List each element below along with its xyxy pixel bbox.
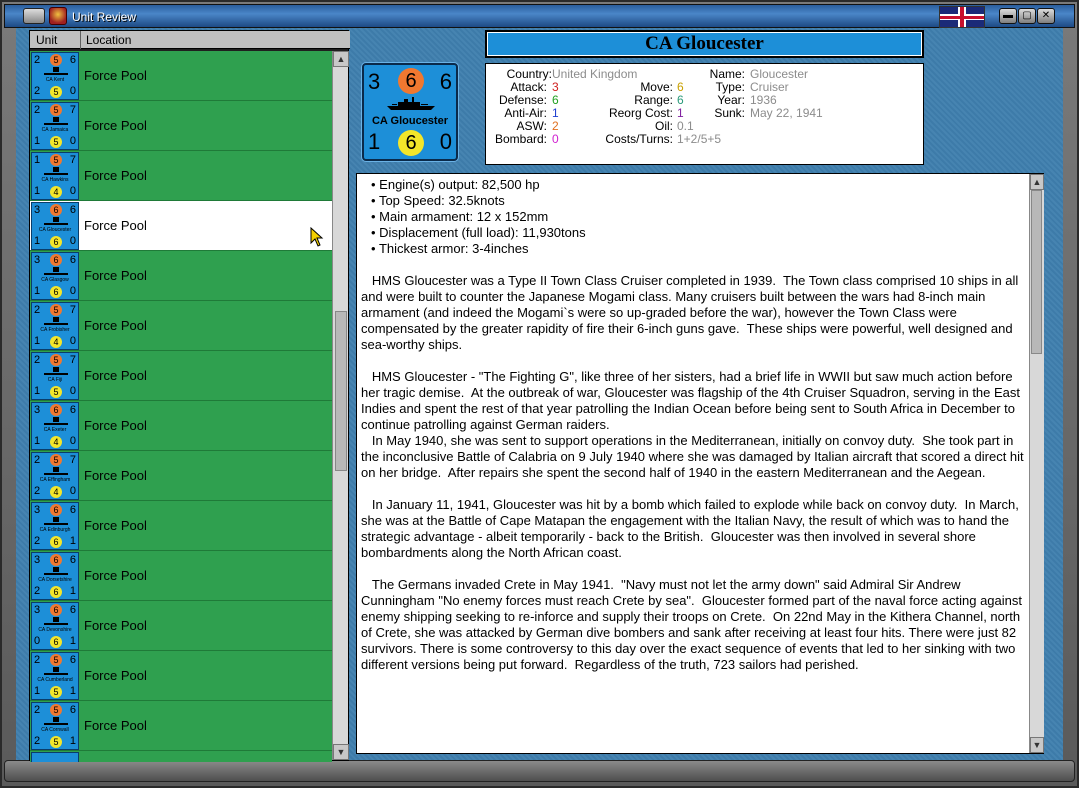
- counter-name: CA Jamaica: [41, 127, 69, 133]
- counter-top-left: 2: [34, 354, 41, 366]
- counter-top-right: 6: [69, 204, 76, 216]
- unit-location: Force Pool: [84, 218, 147, 233]
- stat-asw: 2: [552, 119, 559, 133]
- stat-label-country: Country:: [506, 67, 552, 81]
- unit-location: Force Pool: [84, 518, 147, 533]
- counter-attack: 5: [50, 54, 62, 66]
- unit-row[interactable]: [30, 351, 332, 401]
- counter-bottom-left: 1: [368, 129, 381, 154]
- counter-top-right: 7: [69, 304, 76, 316]
- unit-counter-thumb: [31, 202, 79, 250]
- counter-top-left: 1: [34, 154, 41, 166]
- spec-list: [371, 177, 1025, 257]
- counter-bottom-right: 1: [69, 685, 76, 697]
- counter-top-right: 7: [69, 154, 76, 166]
- unit-counter-thumb: [31, 702, 79, 750]
- counter-name: CA Effingham: [39, 477, 71, 483]
- counter-top-left: 3: [34, 404, 41, 416]
- counter-attack: 5: [50, 704, 62, 716]
- counter-top-left: 3: [368, 69, 381, 94]
- cruiser-silhouette-icon: [44, 69, 68, 75]
- counter-top-right: 6: [69, 404, 76, 416]
- stat-label-range: Range:: [634, 93, 673, 107]
- unit-location: Force Pool: [84, 168, 147, 183]
- unit-row[interactable]: [30, 301, 332, 351]
- unit-row[interactable]: [30, 551, 332, 601]
- counter-top-right: 7: [69, 104, 76, 116]
- scroll-up-arrow-icon[interactable]: ▲: [1030, 174, 1044, 190]
- unit-rows: [30, 51, 332, 762]
- counter-top-left: 3: [34, 204, 41, 216]
- counter-bottom-right: 0: [439, 129, 452, 154]
- unit-location: Force Pool: [84, 568, 147, 583]
- counter-name: CA Hawkins: [41, 177, 69, 183]
- counter-top-right: 7: [69, 354, 76, 366]
- counter-name: CA Kent: [45, 77, 65, 83]
- counter-top-left: 2: [34, 704, 41, 716]
- counter-bottom-left: 0: [34, 635, 41, 647]
- unit-description: [356, 173, 1044, 754]
- united-kingdom-flag-icon: [939, 6, 985, 28]
- counter-defense: 6: [50, 636, 62, 648]
- counter-top-left: 2: [34, 54, 41, 66]
- cruiser-silhouette-icon: [44, 569, 68, 575]
- counter-defense: 5: [50, 386, 62, 398]
- counter-top-left: 3: [34, 254, 41, 266]
- unit-counter-thumb: [31, 502, 79, 550]
- counter-defense: 5: [50, 686, 62, 698]
- unit-location: Force Pool: [84, 418, 147, 433]
- unit-counter-thumb: [31, 302, 79, 350]
- unit-counter-thumb: [31, 352, 79, 400]
- list-scrollbar[interactable]: [332, 51, 348, 760]
- counter-bottom-right: 0: [69, 435, 76, 447]
- counter-bottom-left: 1: [34, 185, 41, 197]
- counter-bottom-left: 1: [34, 235, 41, 247]
- counter-defense: 6: [50, 286, 62, 298]
- unit-row[interactable]: [30, 51, 332, 101]
- counter-bottom-left: 1: [34, 685, 41, 697]
- stat-year: 1936: [750, 93, 777, 107]
- history-paragraph: HMS Gloucester - "The Fighting G", like three of her sisters, had a brief life in WWII but saw much action before her tragic demise. At the outbreak of war, Gloucester was flagship of the 4th Cruiser Squadron, serving in the East Indies and spent the rest of that year patrolling the Indian Ocean before being sent to South Africa in December to continue patrolling against German raiders.: [361, 369, 1024, 432]
- unit-counter-thumb: [31, 52, 79, 100]
- counter-attack: 6: [398, 68, 424, 94]
- unit-location: Force Pool: [84, 118, 147, 133]
- counter-bottom-right: 0: [69, 385, 76, 397]
- cruiser-silhouette-icon: [44, 519, 68, 525]
- column-header-unit[interactable]: Unit: [36, 33, 58, 47]
- counter-top-right: 6: [69, 604, 76, 616]
- counter-top-left: 2: [34, 104, 41, 116]
- column-header-location[interactable]: Location: [86, 33, 132, 47]
- unit-row[interactable]: [30, 701, 332, 751]
- counter-name: CA Frobisher: [40, 327, 70, 333]
- cruiser-silhouette-icon: [386, 95, 436, 111]
- unit-location: Force Pool: [84, 468, 147, 483]
- unit-location: Force Pool: [84, 68, 147, 83]
- spec-item: • Main armament: 12 x 152mm: [371, 209, 1025, 225]
- counter-attack: 6: [50, 554, 62, 566]
- stat-label-attack: Attack:: [510, 80, 547, 94]
- column-divider[interactable]: [80, 31, 81, 49]
- unit-counter-thumb: [31, 752, 79, 762]
- counter-name: CA Cumberland: [37, 677, 73, 683]
- bottom-bar: [4, 760, 1075, 782]
- counter-attack: 6: [50, 604, 62, 616]
- description-text: [361, 177, 1028, 673]
- unit-row[interactable]: [30, 201, 332, 251]
- stat-defense: 6: [552, 93, 559, 107]
- cruiser-silhouette-icon: [44, 719, 68, 725]
- stat-label-type: Type:: [715, 80, 745, 94]
- stat-type: Cruiser: [750, 80, 789, 94]
- unit-title: CA Gloucester: [485, 30, 924, 58]
- stat-label-bombard: Bombard:: [494, 132, 547, 146]
- history-paragraph: HMS Gloucester was a Type II Town Class Cruiser completed in 1939. The Town class comprised 10 ships in all and were built to counter the Japanese Mogami class. Many cruisers built between the wars had 8-inch main armament (and indeed the Mogami`s were so up-graded before the war), however the Town Class were compensated by the greater rapidity of fire their 6-inch guns gave. These ships were powerful, well designed and sea-worthy ships.: [361, 273, 1022, 352]
- counter-bottom-right: 0: [69, 485, 76, 497]
- counter-name: CA Gloucester: [371, 115, 448, 127]
- counter-name: CA Edinburgh: [39, 527, 71, 533]
- counter-top-right: 6: [69, 54, 76, 66]
- counter-top-left: 2: [34, 454, 41, 466]
- counter-bottom-right: 0: [69, 235, 76, 247]
- cruiser-silhouette-icon: [44, 619, 68, 625]
- close-button[interactable]: ✕: [1037, 8, 1055, 24]
- unit-counter: [362, 63, 458, 161]
- unit-counter-thumb: [31, 402, 79, 450]
- scroll-down-arrow-icon[interactable]: ▼: [1030, 737, 1044, 753]
- counter-top-left: 3: [34, 554, 41, 566]
- cruiser-silhouette-icon: [44, 419, 68, 425]
- unit-location: Force Pool: [84, 268, 147, 283]
- spec-item: • Top Speed: 32.5knots: [371, 193, 1025, 209]
- counter-bottom-left: 1: [34, 285, 41, 297]
- counter-bottom-right: 1: [69, 735, 76, 747]
- counter-bottom-left: 1: [34, 135, 41, 147]
- counter-top-left: 3: [34, 604, 41, 616]
- stat-label-move: Move:: [640, 80, 673, 94]
- counter-attack: 6: [50, 204, 62, 216]
- unit-row[interactable]: [30, 501, 332, 551]
- counter-bottom-right: 0: [69, 135, 76, 147]
- unit-row[interactable]: [30, 251, 332, 301]
- counter-top-right: 6: [69, 254, 76, 266]
- counter-defense: 4: [50, 186, 62, 198]
- system-menu-button[interactable]: [23, 8, 45, 24]
- stat-label-reorg: Reorg Cost:: [608, 106, 673, 120]
- unit-row[interactable]: [30, 601, 332, 651]
- unit-stats: [485, 63, 924, 165]
- counter-defense: 4: [50, 436, 62, 448]
- counter-bottom-right: 1: [69, 635, 76, 647]
- spec-item: • Engine(s) output: 82,500 hp: [371, 177, 1025, 193]
- stat-name: Gloucester: [750, 67, 809, 81]
- counter-attack: 6: [50, 504, 62, 516]
- app-icon: [49, 7, 67, 25]
- stat-label-name: Name:: [709, 67, 745, 81]
- title-bar[interactable]: [4, 4, 1075, 28]
- counter-top-right: 6: [439, 69, 452, 94]
- scroll-down-arrow-icon[interactable]: ▼: [333, 744, 349, 760]
- counter-attack: 6: [50, 254, 62, 266]
- counter-defense: 6: [50, 536, 62, 548]
- counter-bottom-left: 2: [34, 585, 41, 597]
- stat-label-defense: Defense:: [498, 93, 547, 107]
- counter-top-right: 6: [69, 554, 76, 566]
- counter-bottom-right: 1: [69, 535, 76, 547]
- spec-item: • Thickest armor: 3-4inches: [371, 241, 1025, 257]
- unit-row-partial[interactable]: [30, 751, 332, 762]
- unit-row[interactable]: [30, 451, 332, 501]
- stat-label-oil: Oil:: [655, 119, 673, 133]
- unit-location: Force Pool: [84, 718, 147, 733]
- counter-defense: 5: [50, 736, 62, 748]
- history-paragraph: In May 1940, she was sent to support operations in the Mediterranean, initially on convoy duty. She took part in the inconclusive Battle of Calabria on 9 July 1940 where she was damaged by Italian aircraft that scored a direct hit on her bridge. After repairs she spent the second half of 1940 in the eastern Mediterranean and the Aegean.: [361, 433, 1028, 480]
- counter-top-right: 6: [69, 504, 76, 516]
- counter-attack: 5: [50, 454, 62, 466]
- stat-costs: 1+2/5+5: [677, 132, 722, 146]
- counter-name: CA Devonshire: [38, 627, 72, 633]
- counter-top-left: 3: [34, 504, 41, 516]
- maximize-button[interactable]: ▢: [1018, 8, 1036, 24]
- cruiser-silhouette-icon: [44, 369, 68, 375]
- window-title: Unit Review: [72, 10, 137, 24]
- stat-sunk: May 22, 1941: [750, 106, 823, 120]
- stat-label-year: Year:: [717, 93, 745, 107]
- counter-bottom-left: 1: [34, 385, 41, 397]
- stat-label-costs: Costs/Turns:: [605, 132, 673, 146]
- counter-attack: 6: [50, 404, 62, 416]
- stat-label-asw: ASW:: [516, 119, 547, 133]
- unit-location: Force Pool: [84, 618, 147, 633]
- unit-location: Force Pool: [84, 668, 147, 683]
- counter-name: CA Dorsetshire: [38, 577, 72, 583]
- stat-country: United Kingdom: [552, 67, 638, 81]
- counter-defense: 6: [398, 130, 424, 156]
- cruiser-silhouette-icon: [44, 269, 68, 275]
- counter-bottom-left: 2: [34, 735, 41, 747]
- unit-row[interactable]: [30, 651, 332, 701]
- mouse-cursor-icon: [310, 227, 324, 247]
- stat-antiair: 1: [552, 106, 559, 120]
- unit-location: Force Pool: [84, 318, 147, 333]
- counter-bottom-right: 0: [69, 85, 76, 97]
- unit-row[interactable]: [30, 101, 332, 151]
- counter-top-right: 7: [69, 454, 76, 466]
- unit-counter-thumb: [31, 452, 79, 500]
- history-paragraph: In January 11, 1941, Gloucester was hit by a bomb which failed to explode while back on convoy duty. In March, she was at the Battle of Cape Matapan the engagement with the Italian Navy, the result of which was to hand the strategic advantage - albeit temporarily - back to the British. Gloucester was then involved in several shore bombardments along the North African coast.: [361, 497, 1023, 560]
- cruiser-silhouette-icon: [44, 319, 68, 325]
- counter-name: CA Exeter: [43, 427, 67, 433]
- counter-attack: 5: [50, 154, 62, 166]
- stat-range: 6: [677, 93, 684, 107]
- unit-counter-thumb: [31, 652, 79, 700]
- counter-defense: 4: [50, 486, 62, 498]
- counter-defense: 4: [50, 336, 62, 348]
- stat-label-antiair: Anti-Air:: [504, 106, 547, 120]
- counter-bottom-left: 1: [34, 435, 41, 447]
- cruiser-silhouette-icon: [44, 119, 68, 125]
- counter-attack: 5: [50, 354, 62, 366]
- stat-reorg: 1: [677, 106, 684, 120]
- counter-defense: 5: [50, 86, 62, 98]
- counter-name: CA Cornwall: [41, 727, 69, 733]
- list-header: [30, 31, 350, 49]
- counter-bottom-right: 0: [69, 335, 76, 347]
- unit-counter-thumb: [31, 602, 79, 650]
- counter-name: CA Gloucester: [38, 227, 72, 233]
- stat-label-sunk: Sunk:: [714, 106, 745, 120]
- cruiser-silhouette-icon: [44, 669, 68, 675]
- spec-item: • Displacement (full load): 11,930tons: [371, 225, 1025, 241]
- unit-counter-thumb: [31, 152, 79, 200]
- unit-counter-thumb: [31, 552, 79, 600]
- counter-bottom-left: 1: [34, 335, 41, 347]
- counter-top-right: 6: [69, 704, 76, 716]
- history-paragraphs: [361, 273, 1028, 673]
- unit-location: Force Pool: [84, 368, 147, 383]
- counter-attack: 5: [50, 654, 62, 666]
- scroll-thumb[interactable]: [335, 311, 347, 471]
- cruiser-silhouette-icon: [44, 219, 68, 225]
- counter-defense: 5: [50, 136, 62, 148]
- scroll-thumb[interactable]: [1031, 190, 1042, 354]
- stat-oil: 0.1: [677, 119, 694, 133]
- unit-row[interactable]: [30, 151, 332, 201]
- counter-top-left: 2: [34, 654, 41, 666]
- description-scrollbar[interactable]: [1029, 174, 1044, 753]
- stat-attack: 3: [552, 80, 559, 94]
- counter-bottom-right: 0: [69, 285, 76, 297]
- unit-list: [29, 30, 349, 761]
- counter-bottom-left: 2: [34, 85, 41, 97]
- unit-row[interactable]: [30, 401, 332, 451]
- counter-top-right: 6: [69, 654, 76, 666]
- counter-attack: 5: [50, 104, 62, 116]
- minimize-button[interactable]: ▬: [999, 8, 1017, 24]
- counter-defense: 6: [50, 586, 62, 598]
- scroll-up-arrow-icon[interactable]: ▲: [333, 51, 349, 67]
- counter-defense: 6: [50, 236, 62, 248]
- history-paragraph: The Germans invaded Crete in May 1941. "Navy must not let the army down" said Admiral Sir Andrew Cunningham "No enemy forces must reach Crete by sea". Gloucester formed part of the naval force acting against enemy shipping seeking to re-inforce and supply their troops on Crete. On 22nd May in the Kithera Channel, north of Crete, she was attacked by German dive bombers and sank after receiving at least four hits. There were just 82 survivors. There is some controversy to this day over the exact sequence of events that led to her sinking with two different versions being put forward. Regardless of the truth, 723 sailors had perished.: [361, 577, 1026, 672]
- unit-counter-thumb: [31, 252, 79, 300]
- unit-counter-thumb: [31, 102, 79, 150]
- counter-attack: 5: [50, 304, 62, 316]
- stat-move: 6: [677, 80, 684, 94]
- counter-bottom-right: 0: [69, 185, 76, 197]
- counter-bottom-right: 1: [69, 585, 76, 597]
- counter-top-left: 2: [34, 304, 41, 316]
- cruiser-silhouette-icon: [44, 469, 68, 475]
- counter-bottom-left: 2: [34, 535, 41, 547]
- counter-bottom-left: 2: [34, 485, 41, 497]
- stat-bombard: 0: [552, 132, 559, 146]
- counter-name: CA Fiji: [47, 377, 63, 383]
- cruiser-silhouette-icon: [44, 169, 68, 175]
- counter-name: CA Glasgow: [41, 277, 69, 283]
